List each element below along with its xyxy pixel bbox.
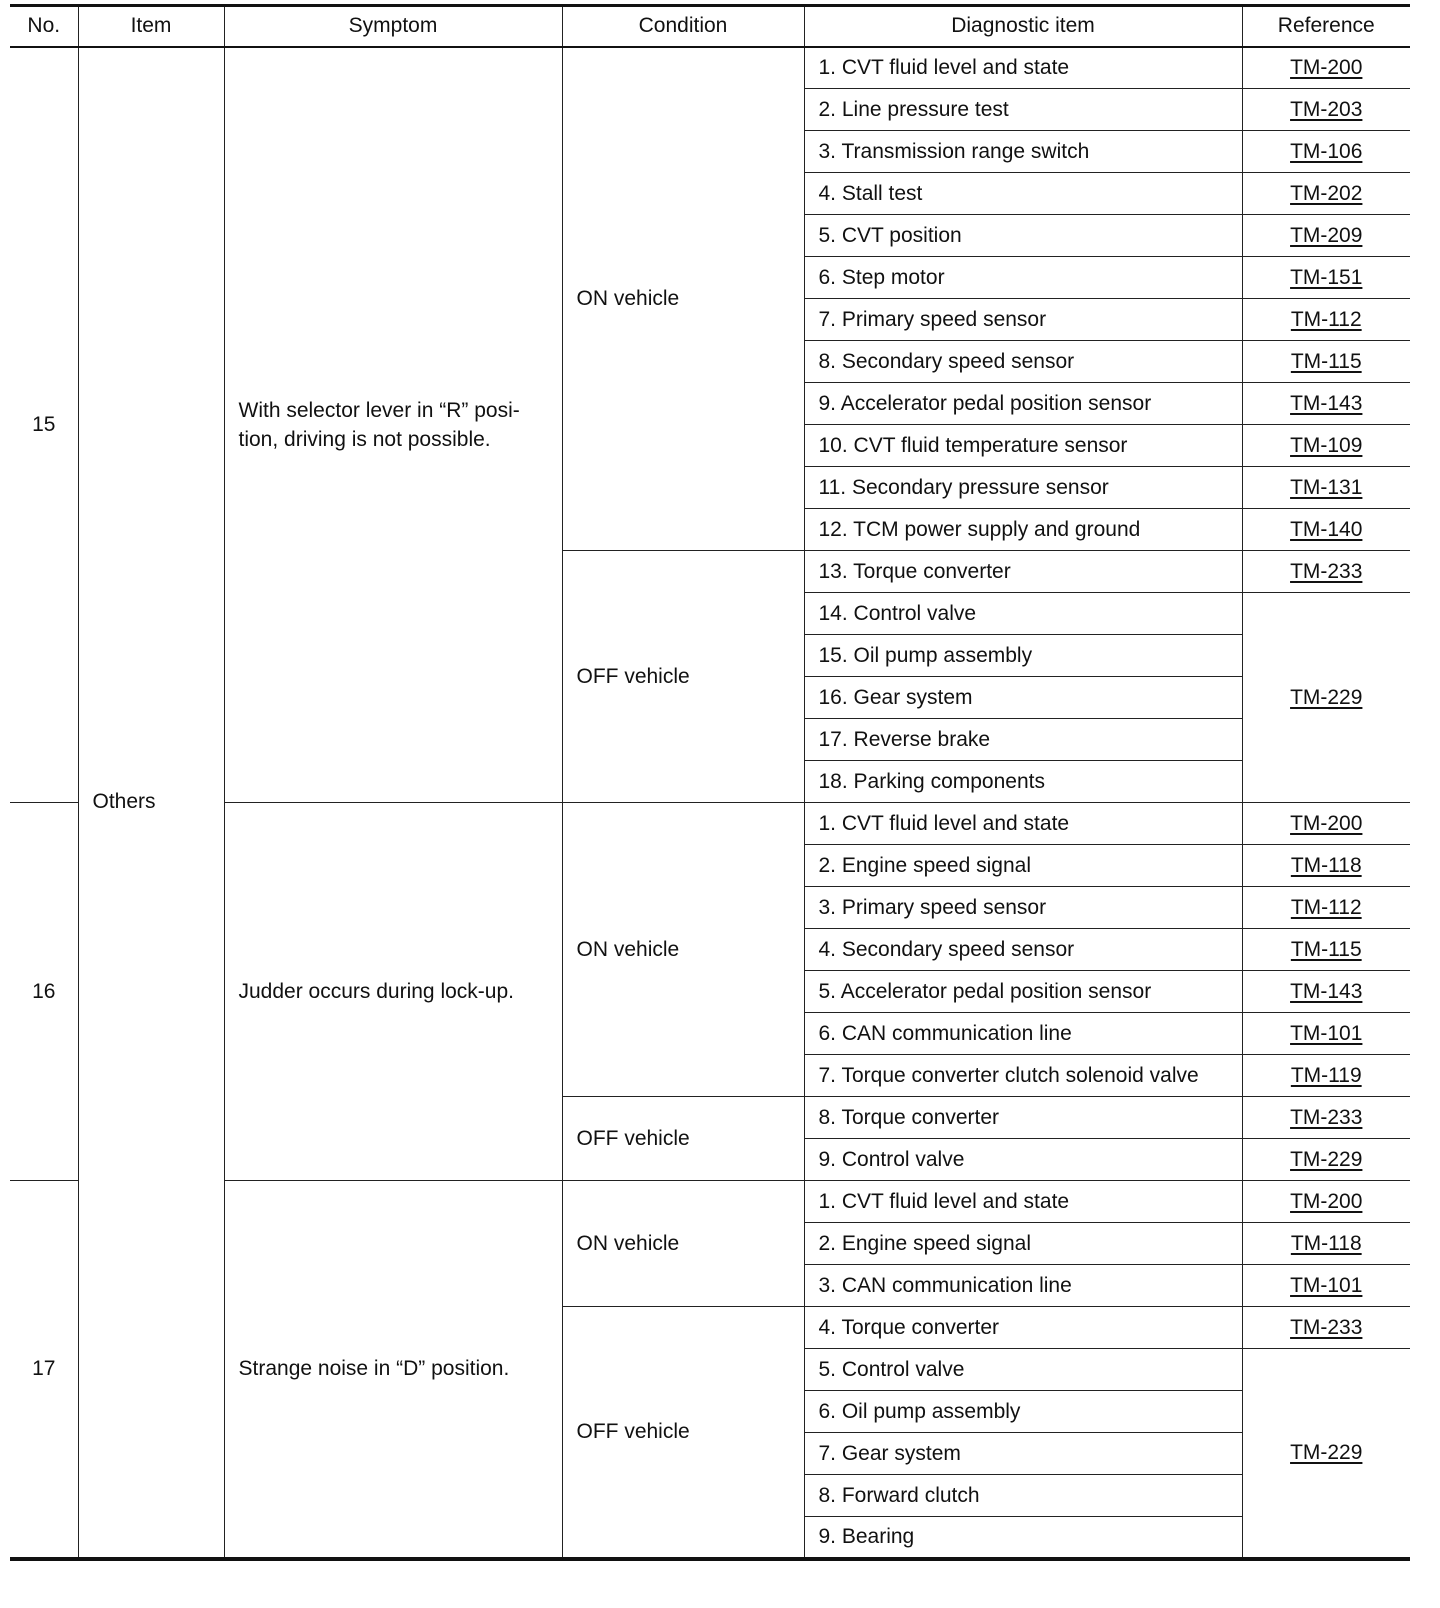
reference-link[interactable]: TM-233	[1290, 559, 1363, 583]
reference-cell	[1242, 1307, 1410, 1349]
reference-link[interactable]: TM-101	[1290, 1273, 1363, 1297]
diagnostic-item: 1. CVT fluid level and state	[804, 1181, 1242, 1223]
header-item: Item	[78, 6, 224, 47]
reference-link[interactable]: TM-229	[1290, 1147, 1363, 1171]
reference-link[interactable]: TM-119	[1290, 1063, 1362, 1087]
header-diagnostic-item: Diagnostic item	[804, 6, 1242, 47]
item-category: Others	[78, 47, 224, 1559]
reference-cell	[1242, 509, 1410, 551]
reference-cell	[1242, 383, 1410, 425]
reference-link[interactable]: TM-109	[1290, 433, 1363, 457]
header-reference: Reference	[1242, 6, 1410, 47]
diagnostic-item: 5. CVT position	[804, 215, 1242, 257]
diagnostic-item: 2. Line pressure test	[804, 89, 1242, 131]
reference-cell	[1242, 1097, 1410, 1139]
reference-link[interactable]: TM-202	[1290, 181, 1363, 205]
reference-cell	[1242, 803, 1410, 845]
reference-link[interactable]: TM-101	[1290, 1021, 1363, 1045]
diagnostic-item: 14. Control valve	[804, 593, 1242, 635]
condition-cell: OFF vehicle	[562, 1307, 804, 1559]
diagnostic-item: 16. Gear system	[804, 677, 1242, 719]
reference-cell	[1242, 215, 1410, 257]
diagnostic-item: 6. Oil pump assembly	[804, 1391, 1242, 1433]
diagnostic-item: 9. Accelerator pedal position sensor	[804, 383, 1242, 425]
diagnostic-item: 4. Torque converter	[804, 1307, 1242, 1349]
reference-link[interactable]: TM-203	[1290, 97, 1363, 121]
diagnostic-item: 7. Primary speed sensor	[804, 299, 1242, 341]
diagnostic-item: 5. Accelerator pedal position sensor	[804, 971, 1242, 1013]
reference-link[interactable]: TM-200	[1290, 1189, 1363, 1213]
reference-link[interactable]: TM-233	[1290, 1105, 1363, 1129]
reference-cell	[1242, 1013, 1410, 1055]
reference-link[interactable]: TM-106	[1290, 139, 1363, 163]
diagnostic-item: 11. Secondary pressure sensor	[804, 467, 1242, 509]
header-condition: Condition	[562, 6, 804, 47]
reference-cell	[1242, 425, 1410, 467]
condition-cell: ON vehicle	[562, 47, 804, 551]
reference-cell	[1242, 887, 1410, 929]
reference-link[interactable]: TM-233	[1290, 1315, 1363, 1339]
diagnostic-item: 15. Oil pump assembly	[804, 635, 1242, 677]
diagnostic-item: 4. Stall test	[804, 173, 1242, 215]
reference-link[interactable]: TM-112	[1290, 895, 1362, 919]
reference-cell	[1242, 929, 1410, 971]
diagnostic-item: 6. Step motor	[804, 257, 1242, 299]
diagnostic-item: 7. Gear system	[804, 1433, 1242, 1475]
reference-link[interactable]: TM-200	[1290, 811, 1363, 835]
reference-link[interactable]: TM-118	[1290, 1231, 1362, 1255]
row-number: 17	[10, 1181, 78, 1559]
diagnostic-item: 12. TCM power supply and ground	[804, 509, 1242, 551]
reference-link[interactable]: TM-229	[1290, 1440, 1363, 1464]
diagnostic-item: 9. Bearing	[804, 1517, 1242, 1559]
reference-cell	[1242, 1349, 1410, 1559]
reference-cell	[1242, 845, 1410, 887]
diagnostic-item: 8. Torque converter	[804, 1097, 1242, 1139]
symptom-cell: With selector lever in “R” posi-tion, driving is not possible.	[224, 47, 562, 803]
diagnostic-item: 9. Control valve	[804, 1139, 1242, 1181]
reference-cell	[1242, 593, 1410, 803]
reference-cell	[1242, 173, 1410, 215]
diagnostic-item: 7. Torque converter clutch solenoid valve	[804, 1055, 1242, 1097]
condition-cell: OFF vehicle	[562, 551, 804, 803]
reference-cell	[1242, 89, 1410, 131]
reference-cell	[1242, 1265, 1410, 1307]
diagnostic-item: 1. CVT fluid level and state	[804, 803, 1242, 845]
reference-cell	[1242, 299, 1410, 341]
row-number: 15	[10, 47, 78, 803]
diagnostic-item: 4. Secondary speed sensor	[804, 929, 1242, 971]
diagnostic-item: 1. CVT fluid level and state	[804, 47, 1242, 89]
diagnostic-item: 5. Control valve	[804, 1349, 1242, 1391]
diagnostic-item: 6. CAN communication line	[804, 1013, 1242, 1055]
reference-cell	[1242, 1181, 1410, 1223]
reference-link[interactable]: TM-209	[1290, 223, 1363, 247]
reference-cell	[1242, 47, 1410, 89]
reference-cell	[1242, 1055, 1410, 1097]
diagnostic-item: 3. Transmission range switch	[804, 131, 1242, 173]
symptom-cell: Strange noise in “D” position.	[224, 1181, 562, 1559]
diagnostic-item: 10. CVT fluid temperature sensor	[804, 425, 1242, 467]
reference-link[interactable]: TM-118	[1290, 853, 1362, 877]
diagnostic-item: 3. CAN communication line	[804, 1265, 1242, 1307]
diagnostic-item: 3. Primary speed sensor	[804, 887, 1242, 929]
diagnostic-item: 8. Forward clutch	[804, 1475, 1242, 1517]
diagnostic-item: 2. Engine speed signal	[804, 1223, 1242, 1265]
reference-link[interactable]: TM-115	[1290, 937, 1362, 961]
header-row	[10, 6, 1410, 47]
diagnostic-table	[10, 4, 1410, 1561]
diagnostic-item: 8. Secondary speed sensor	[804, 341, 1242, 383]
reference-cell	[1242, 551, 1410, 593]
header-symptom: Symptom	[224, 6, 562, 47]
reference-link[interactable]: TM-200	[1290, 55, 1363, 79]
reference-link[interactable]: TM-151	[1290, 265, 1363, 289]
reference-link[interactable]: TM-229	[1290, 685, 1363, 709]
row-number: 16	[10, 803, 78, 1181]
reference-cell	[1242, 1139, 1410, 1181]
diagnostic-item: 17. Reverse brake	[804, 719, 1242, 761]
reference-cell	[1242, 971, 1410, 1013]
diagnostic-item: 18. Parking components	[804, 761, 1242, 803]
reference-cell	[1242, 1223, 1410, 1265]
symptom-cell: Judder occurs during lock-up.	[224, 803, 562, 1181]
reference-link[interactable]: TM-143	[1290, 979, 1363, 1003]
header-no: No.	[10, 6, 78, 47]
condition-cell: ON vehicle	[562, 1181, 804, 1307]
reference-link[interactable]: TM-131	[1290, 475, 1363, 499]
reference-cell	[1242, 341, 1410, 383]
condition-cell: OFF vehicle	[562, 1097, 804, 1181]
reference-link[interactable]: TM-140	[1290, 517, 1363, 541]
reference-cell	[1242, 131, 1410, 173]
condition-cell: ON vehicle	[562, 803, 804, 1097]
reference-link[interactable]: TM-115	[1290, 349, 1362, 373]
table-body	[10, 47, 1410, 1559]
reference-link[interactable]: TM-112	[1290, 307, 1362, 331]
diagnostic-item: 13. Torque converter	[804, 551, 1242, 593]
reference-cell	[1242, 467, 1410, 509]
reference-link[interactable]: TM-143	[1290, 391, 1363, 415]
reference-cell	[1242, 257, 1410, 299]
diagnostic-item: 2. Engine speed signal	[804, 845, 1242, 887]
table-row	[10, 47, 1410, 89]
